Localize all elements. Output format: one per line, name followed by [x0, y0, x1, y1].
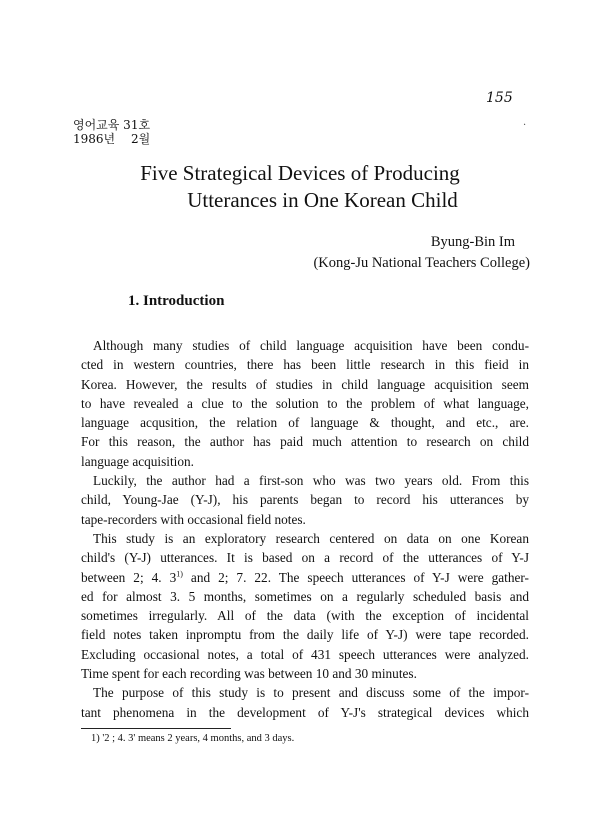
body-line: Korea. However, the results of studies in child language acquisition seem: [81, 376, 529, 392]
journal-info: [73, 118, 150, 146]
body-line: language acqusition, the relation of language & thought, and etc., are.: [81, 415, 529, 431]
journal-issue: 영어교육 31호: [73, 118, 151, 132]
body-line: Time spent for each recording was between 10 and 30 minutes.: [81, 666, 417, 682]
body-line: ed for almost 3. 5 months, sometimes on a regularly scheduled basis and: [81, 588, 529, 604]
body-text: [81, 336, 529, 722]
body-line: The purpose of this study is to present and discuss some of the impor-: [93, 685, 529, 701]
body-line: Excluding occasional notes, a total of 431 speech utterances were analyzed.: [81, 646, 529, 662]
stray-mark: ·: [523, 120, 527, 131]
journal-date: 1986년 2월: [73, 132, 151, 146]
body-line: Although many studies of child language acquisition have been condu-: [93, 338, 529, 353]
body-line: For this reason, the author has paid much attention to research on child: [81, 434, 529, 450]
footnote: 1) '2 ; 4. 3' means 2 years, 4 months, and 3 days.: [91, 733, 295, 744]
body-line: child's (Y-J) utterances. It is based on a record of the utterances of Y-J: [81, 550, 529, 566]
body-line-with-footnote: [81, 568, 529, 587]
title-line-1: Five Strategical Devices of Producing: [140, 161, 460, 185]
body-line: tape-recorders with occasional field notes.: [81, 511, 306, 527]
body-line: Luckily, the author had a first-son who was two years old. From this: [93, 473, 529, 489]
section-number: 1.: [128, 293, 140, 309]
body-line: cted in western countries, there has been little research in this fieid in: [81, 357, 529, 373]
author-affiliation: (Kong-Ju National Teachers College): [313, 255, 530, 271]
footnote-divider: [81, 728, 231, 729]
section-title: Introduction: [143, 293, 225, 309]
body-line: language acquisition.: [81, 453, 194, 469]
page-number: 155: [486, 90, 513, 106]
body-line: field notes taken inpromptu from the daily life of Y-J) were tape recorded.: [81, 627, 529, 643]
body-line: child, Young-Jae (Y-J), his parents began to record his utterances by: [81, 492, 529, 508]
body-line: to have revealed a clue to the solution to the problem of what language,: [81, 395, 529, 411]
line-text-after: and 2; 7. 22. The speech utterances of Y-J were gather-: [182, 569, 529, 585]
title-line-2: Utterances in One Korean Child: [187, 188, 458, 212]
footnote-marker: 1): [176, 569, 183, 579]
author-name: Byung-Bin Im: [430, 234, 515, 250]
paper-title: [100, 160, 500, 214]
section-heading: [128, 293, 224, 310]
body-line: This study is an exploratory research centered on data on one Korean: [93, 530, 529, 546]
line-text-before: between 2; 4. 3: [81, 569, 177, 585]
author-block: [313, 232, 530, 274]
body-line: tant phenomena in the development of Y-J's strategical devices which: [81, 704, 529, 720]
body-line: sometimes irregularly. All of the data (with the exception of incidental: [81, 608, 529, 624]
